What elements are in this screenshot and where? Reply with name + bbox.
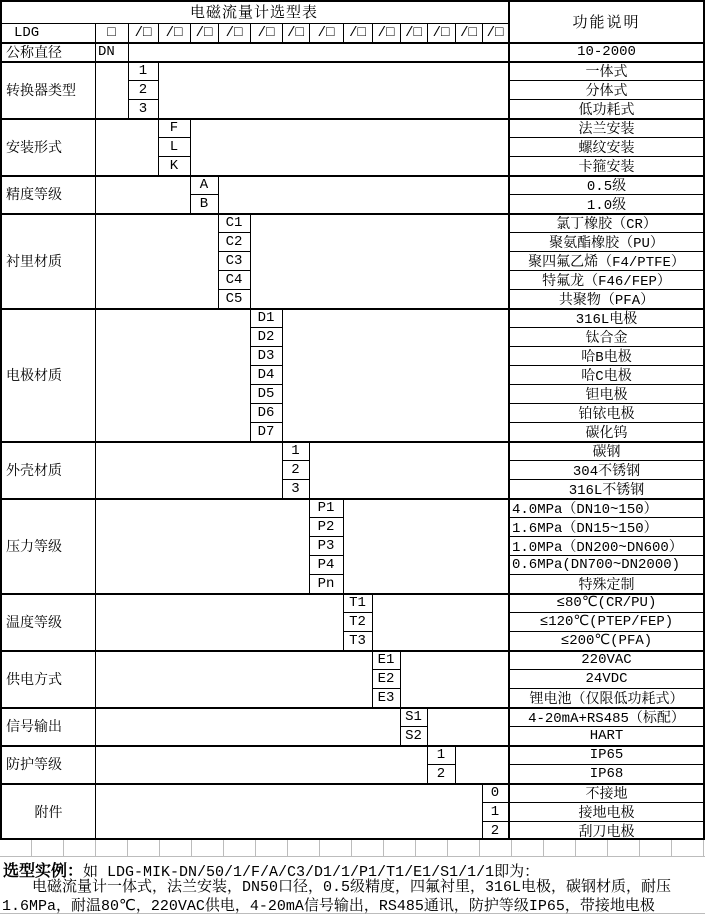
code-cell: 1	[291, 442, 300, 459]
code-cell: 2	[490, 822, 500, 839]
code-cell: D4	[257, 366, 275, 383]
category-label: 电极材质	[6, 367, 62, 384]
table-title: 电磁流量计选型表	[189, 3, 318, 21]
description-cell: 一体式	[585, 64, 628, 81]
code-cell: D5	[257, 385, 275, 402]
code-cell: C4	[225, 271, 243, 288]
code-cell: 2	[138, 81, 148, 98]
example-description-line-1: 电磁流量计一体式，法兰安装，DN50口径，0.5级精度，四氟衬里，316L电极，碳钢材质，耐压	[32, 879, 672, 896]
code-cell: D2	[257, 328, 275, 345]
category-label: 精度等级	[6, 187, 62, 203]
category-label: 信号输出	[6, 719, 62, 735]
description-cell: 304不锈钢	[572, 463, 641, 480]
code-cell: 1	[490, 803, 500, 820]
model-cell-divider	[482, 23, 483, 42]
model-box-cell: /□	[486, 24, 504, 41]
description-cell: 钛合金	[585, 330, 628, 347]
example-line	[3, 858, 540, 881]
code-cell: E1	[377, 651, 395, 668]
code-cell: T1	[349, 594, 366, 611]
description-cell: 聚氨酯橡胶（PU）	[549, 235, 664, 252]
code-cell: T2	[349, 613, 366, 630]
code-box-right	[158, 61, 159, 118]
code-cell: D7	[257, 423, 275, 440]
function-column-header: 功能说明	[572, 12, 641, 31]
code-cell: Pn	[317, 575, 335, 592]
code-cell: K	[169, 157, 179, 174]
model-box-cell: /□	[405, 24, 422, 41]
model-cell-divider	[455, 23, 456, 42]
code-box-right	[250, 213, 251, 308]
label-column-divider	[95, 23, 96, 838]
code-box-right	[190, 118, 191, 175]
description-cell: 1.0MPa（DN200~DN600）	[512, 539, 683, 556]
code-cell: C1	[225, 214, 243, 231]
description-cell: 不接地	[585, 786, 628, 803]
model-box-cell: /□	[287, 24, 304, 41]
spreadsheet-grid-strip	[0, 840, 705, 856]
description-cell: 1.6MPa（DN15~150）	[512, 520, 658, 537]
code-cell: T3	[349, 632, 366, 649]
model-cell-divider	[128, 23, 129, 42]
description-cell: 铂铱电极	[578, 406, 635, 423]
code-cell: 1	[138, 62, 148, 79]
description-cell: 接地电极	[578, 805, 635, 822]
code-box-right	[128, 42, 129, 61]
description-cell: 碳化钨	[585, 425, 628, 442]
category-label: 温度等级	[6, 614, 62, 631]
model-box-cell: /□	[257, 24, 275, 41]
model-cell-divider	[190, 23, 191, 42]
category-label: 安装形式	[6, 139, 62, 156]
model-cell-divider	[158, 23, 159, 42]
description-cell: 特氟龙（F46/FEP）	[542, 273, 671, 290]
description-cell: 哈C电极	[581, 368, 632, 385]
description-cell: 法兰安装	[578, 121, 635, 138]
category-label: 衬里材质	[6, 253, 62, 270]
model-box-cell: /□	[349, 24, 366, 41]
code-cell: E2	[377, 670, 395, 687]
code-cell: D6	[257, 404, 275, 421]
code-cell: A	[199, 176, 209, 193]
description-cell: 24VDC	[585, 670, 628, 687]
description-cell: 分体式	[585, 83, 628, 100]
model-box-cell: /□	[317, 24, 335, 41]
description-cell: 共聚物（PFA）	[558, 292, 655, 309]
code-cell: L	[169, 138, 179, 155]
description-cell: 氯丁橡胶（CR）	[556, 216, 657, 233]
model-cell-divider	[309, 23, 310, 42]
model-cell-divider	[250, 23, 251, 42]
model-box-cell: /□	[195, 24, 213, 41]
example-description-line-2: 1.6MPa，耐温80℃，220VAC供电，4-20mA信号输出，RS485通讯，防护等级IP65，带接地电极	[2, 898, 655, 915]
description-cell: 4-20mA+RS485（标配）	[528, 710, 685, 727]
description-cell: IP65	[589, 746, 624, 763]
example-code: 如 LDG-MIK-DN/50/1/F/A/C3/D1/1/P1/T1/E1/S1/1/1即为：	[83, 864, 540, 881]
code-cell: F	[169, 119, 179, 136]
description-cell: 低功耗式	[578, 102, 635, 119]
model-box-cell: /□	[432, 24, 450, 41]
code-box-right	[455, 745, 456, 783]
code-cell: P3	[317, 537, 335, 554]
model-cell-divider	[372, 23, 373, 42]
code-cell: D3	[257, 347, 275, 364]
description-cell: 哈B电极	[581, 349, 632, 366]
code-cell: P4	[317, 556, 335, 573]
description-cell: 特殊定制	[578, 577, 635, 594]
description-cell: ≤200℃(PFA)	[560, 633, 653, 649]
model-box-cell: /□	[225, 24, 243, 41]
model-cell-divider	[218, 23, 219, 42]
code-cell: 2	[436, 765, 446, 782]
description-cell: 锂电池（仅限低功耗式）	[529, 691, 684, 708]
example-label: 选型实例：	[3, 861, 84, 880]
code-cell: S1	[405, 708, 422, 725]
code-cell: D1	[257, 309, 275, 326]
category-label: 防护等级	[6, 757, 62, 773]
description-cell: 聚四氟乙烯（F4/PTFE）	[528, 254, 685, 271]
description-cell: 0.5级	[586, 178, 627, 195]
code-cell: 2	[291, 461, 300, 478]
description-cell: 316L不锈钢	[568, 482, 645, 499]
description-cell: ≤80℃(CR/PU)	[556, 595, 657, 611]
code-cell: C3	[225, 252, 243, 269]
code-box-right	[372, 593, 373, 650]
grid-line	[0, 856, 705, 857]
description-cell: 螺纹安装	[578, 140, 635, 157]
description-cell: 卡箍安装	[578, 159, 635, 176]
code-cell: P2	[317, 518, 335, 535]
category-label: 外壳材质	[6, 462, 62, 479]
category-label: 压力等级	[6, 538, 62, 555]
model-cell-divider	[282, 23, 283, 42]
code-cell: 1	[436, 746, 446, 763]
category-label: 转换器类型	[6, 82, 76, 99]
code-cell: 3	[291, 480, 300, 497]
description-cell: 220VAC	[581, 651, 632, 668]
description-cell: 10-2000	[577, 43, 636, 60]
code-box-right	[343, 498, 344, 593]
code-cell: C5	[225, 290, 243, 307]
code-cell: B	[199, 195, 209, 212]
code-box-right	[309, 441, 310, 498]
code-cell: 0	[490, 784, 500, 801]
code-cell: C2	[225, 233, 243, 250]
code-cell: E3	[377, 689, 395, 706]
model-cell-divider	[400, 23, 401, 42]
code-cell: DN	[98, 43, 115, 60]
model-box-cell: /□	[165, 24, 183, 41]
code-box-right	[427, 707, 428, 745]
code-box-right	[218, 175, 219, 213]
description-cell: 316L电极	[575, 311, 638, 328]
code-cell: 3	[138, 100, 148, 117]
description-cell: 刮刀电极	[578, 824, 635, 841]
model-cell-divider	[427, 23, 428, 42]
description-cell: IP68	[589, 765, 624, 782]
code-box-right	[282, 308, 283, 441]
description-cell: 4.0MPa（DN10~150）	[512, 501, 658, 518]
model-box-cell: □	[107, 24, 116, 41]
model-box-cell: /□	[134, 24, 152, 41]
model-box-cell: /□	[460, 24, 477, 41]
category-label: 供电方式	[6, 671, 62, 688]
code-cell: P1	[317, 499, 335, 516]
description-cell: 0.6MPa(DN700~DN2000)	[512, 556, 681, 573]
description-cell: HART	[589, 727, 624, 744]
description-cell: 钽电极	[585, 387, 628, 404]
description-cell: 碳钢	[592, 444, 621, 461]
description-cell: 1.0级	[586, 197, 627, 214]
model-prefix-cell: LDG	[14, 24, 40, 41]
description-cell: ≤120℃(PTEP/FEP)	[539, 614, 674, 630]
code-cell: S2	[405, 727, 422, 744]
model-cell-divider	[343, 23, 344, 42]
category-label: 公称直径	[6, 44, 62, 61]
code-box-right	[400, 650, 401, 707]
category-label: 附件	[34, 804, 63, 821]
model-box-cell: /□	[377, 24, 395, 41]
